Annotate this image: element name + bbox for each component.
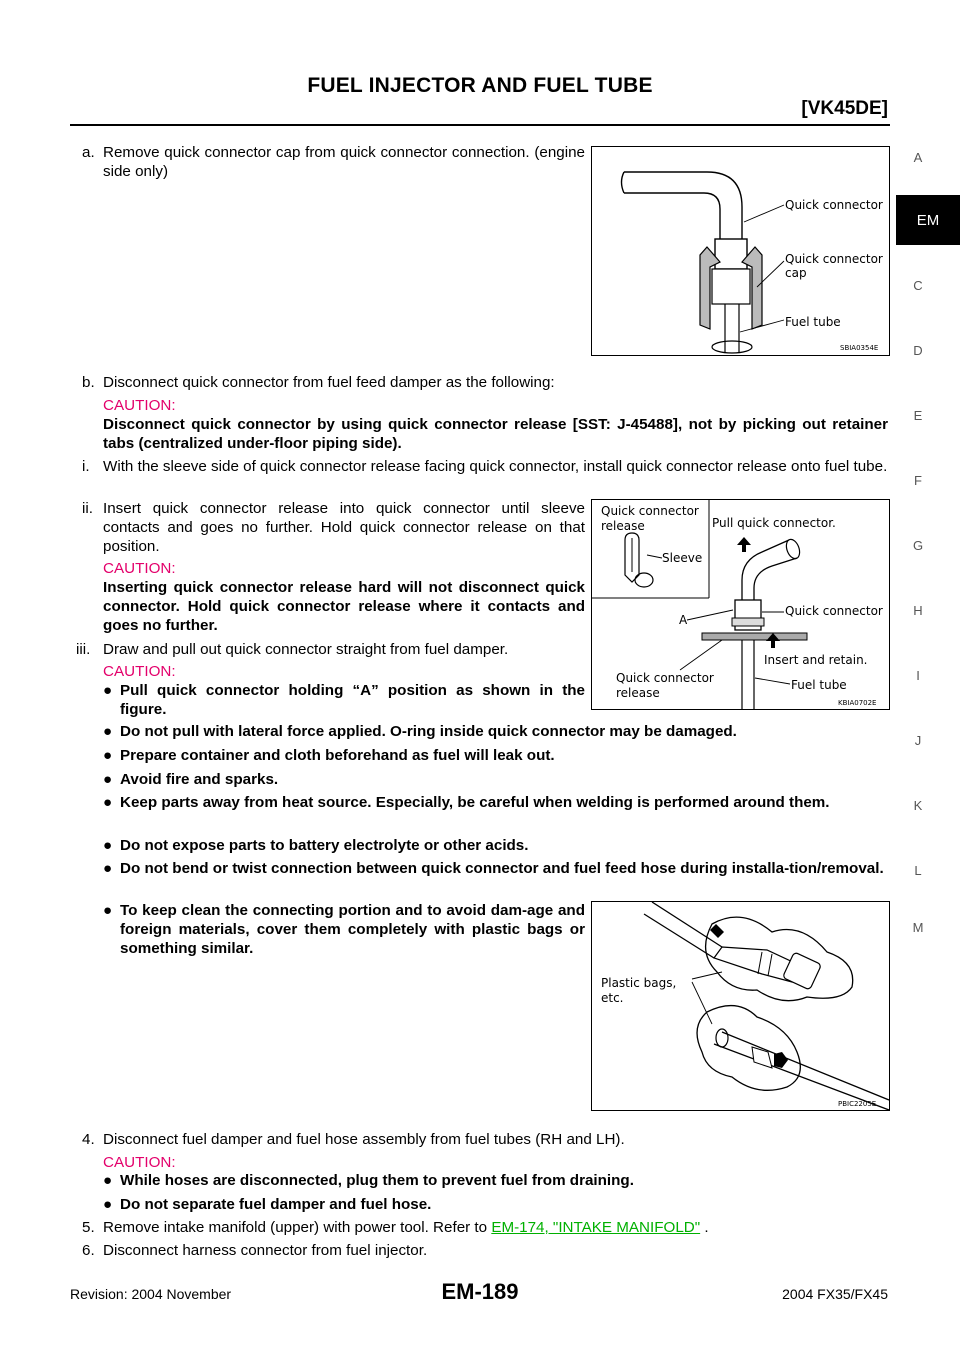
side-tab-e[interactable]: E [913,408,923,423]
fig1-id: SBIA0354E [840,344,879,352]
step-a-marker: a. [82,144,95,161]
caution-bullet-4: ● Avoid fire and sparks. [103,771,279,788]
caution-bullet-8: ● To keep clean the connecting portion and to avoid dam-age and foreign materials, cover them completely with plastic bags or something similar. [103,902,585,957]
step-i-marker: i. [82,458,90,475]
side-tab-em[interactable]: EM [896,195,960,245]
fig2-label-quick-connector: Quick connector [785,604,883,618]
caution-bullet-6: ● Do not expose parts to battery electrolyte or other acids. [103,837,529,854]
step-b-marker: b. [82,374,95,391]
caution-bullet-7: ● Do not bend or twist connection between quick connector and fuel feed hose during installa-tion/removal. [103,860,884,877]
step-5-text: Remove intake manifold (upper) with power tool. Refer to EM-174, "INTAKE MANIFOLD" . [103,1219,709,1236]
figure-plastic-bags [591,901,890,1111]
step-6-text: Disconnect harness connector from fuel injector. [103,1242,428,1259]
step-5-marker: 5. [82,1219,95,1236]
footer-model: 2004 FX35/FX45 [782,1286,888,1302]
fig1-label-cap-2: cap [785,266,807,280]
fig3-label-etc: etc. [601,991,624,1005]
step-4-text: Disconnect fuel damper and fuel hose assembly from fuel tubes (RH and LH). [103,1131,625,1148]
step-ii-marker: ii. [82,500,93,517]
fig2-label-insert-retain: Insert and retain. [764,653,868,667]
fig2-label-release-inset-2: release [601,519,645,533]
step-4-caution-label: CAUTION: [103,1154,176,1171]
side-tab-c[interactable]: C [913,278,923,293]
fig2-label-a: A [679,613,688,627]
step-b-text: Disconnect quick connector from fuel feed damper as the following: [103,374,555,391]
step-b-caution-label: CAUTION: [103,397,176,414]
step-ii-caution-text: Inserting quick connector release hard will not disconnect quick connector. Hold quick connector release where it contacts and goes no further. [103,579,585,634]
caution-bullet-1: ● Pull quick connector holding “A” position as shown in the figure. [103,682,585,718]
fig2-id: KBIA0702E [838,699,877,707]
fig3-label-plastic-bags: Plastic bags, [601,976,677,990]
caution-bullet-5: ● Keep parts away from heat source. Especially, be careful when welding is performed around them. [103,794,830,811]
fig2-label-fuel-tube: Fuel tube [791,678,847,692]
fig2-label-release-inset-1: Quick connector [601,504,699,518]
page-number: EM-189 [441,1279,519,1304]
step-iii-marker: iii. [76,641,91,658]
side-tab-d[interactable]: D [913,343,923,358]
side-tab-a[interactable]: A [913,150,923,165]
side-tab-g[interactable]: G [912,538,924,553]
fig1-label-cap-1: Quick connector [785,252,883,266]
step-b-caution-text: Disconnect quick connector by using quick connector release [SST: J-45488], not by picking out retainer tabs (centralized under-floor piping side). [103,416,888,452]
step-4-marker: 4. [82,1131,95,1148]
side-tab-j[interactable]: J [914,733,922,748]
fig1-label-quick-connector: Quick connector [785,198,883,212]
step-4-bullet-2: ● Do not separate fuel damper and fuel hose. [103,1196,432,1213]
fig2-label-release-1: Quick connector [616,671,714,685]
fig2-label-release-2: release [616,686,660,700]
figure-quick-connector-cap [591,146,890,356]
caution-bullet-2: ● Do not pull with lateral force applied. O-ring inside quick connector may be damaged. [103,723,737,740]
step-ii-caution-label: CAUTION: [103,560,176,577]
side-tab-f[interactable]: F [914,473,922,488]
side-tab-i[interactable]: I [916,668,920,683]
step-a-text: Remove quick connector cap from quick connector connection. (engine side only) [103,144,585,180]
intake-manifold-link[interactable]: EM-174, "INTAKE MANIFOLD" [491,1219,701,1236]
step-iii-caution-label: CAUTION: [103,663,176,680]
fig1-label-fuel-tube: Fuel tube [785,315,841,329]
step-iii-text: Draw and pull out quick connector straight from fuel damper. [103,641,509,658]
step-i-text: With the sleeve side of quick connector release facing quick connector, install quick connector release onto fuel tube. [103,458,888,475]
step-ii-text: Insert quick connector release into quick connector until sleeve contacts and goes no further. Hold quick connector release on that position. [103,500,585,555]
footer-revision: Revision: 2004 November [70,1286,232,1302]
side-tab-h[interactable]: H [913,603,923,618]
engine-model: [VK45DE] [801,98,888,119]
header-rule [70,124,890,126]
side-tab-l[interactable]: L [914,863,922,878]
plastic-bags-illustration [592,902,889,1110]
step-4-bullet-1: ● While hoses are disconnected, plug them to prevent fuel from draining. [103,1172,634,1189]
side-tab-m[interactable]: M [912,920,924,935]
figure-quick-connector-release [591,499,890,710]
fig2-label-pull: Pull quick connector. [712,516,836,530]
quick-connector-cap-illustration [592,147,889,355]
fig2-label-sleeve: Sleeve [662,551,703,565]
quick-connector-release-illustration [592,500,889,709]
step-6-marker: 6. [82,1242,95,1259]
side-tab-k[interactable]: K [913,798,923,813]
page-title: FUEL INJECTOR AND FUEL TUBE [307,74,653,97]
caution-bullet-3: ● Prepare container and cloth beforehand as fuel will leak out. [103,747,555,764]
fig3-id: PBIC2205E [838,1100,877,1108]
